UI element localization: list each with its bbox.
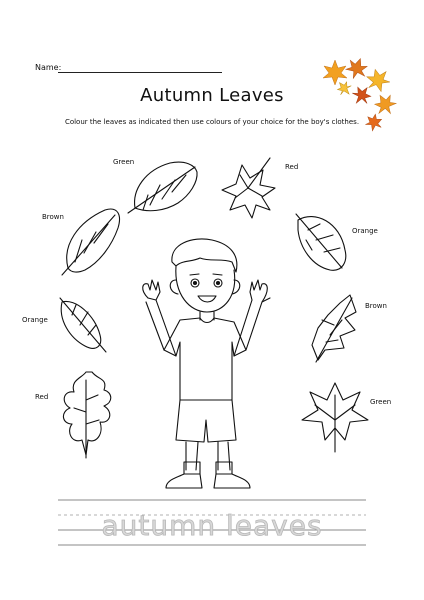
leaf-right-middle-icon: [312, 295, 356, 362]
boy-illustration: [143, 239, 270, 488]
tracing-text: autumn leaves: [101, 509, 323, 542]
leaf-right-upper-icon: [296, 214, 346, 270]
label-right-lower-leaf: Green: [370, 398, 392, 406]
leaf-top-right-icon: [222, 158, 275, 218]
label-left-lower-leaf: Red: [35, 393, 49, 401]
leaf-left-lower-icon: [63, 372, 110, 458]
label-top-right-leaf: Red: [285, 163, 299, 171]
leaf-right-lower-icon: [302, 383, 368, 452]
name-label: Name:: [35, 63, 62, 72]
page-title: Autumn Leaves: [140, 85, 284, 106]
label-right-middle-leaf: Brown: [365, 302, 387, 310]
leaf-left-upper-icon: [62, 209, 119, 275]
label-left-middle-leaf: Orange: [22, 316, 48, 324]
label-top-left-leaf: Green: [113, 158, 135, 166]
label-left-upper-leaf: Brown: [42, 213, 64, 221]
leaf-left-middle-icon: [60, 298, 106, 352]
name-field[interactable]: [58, 72, 222, 73]
leaf-top-left-icon: [128, 162, 197, 213]
label-right-upper-leaf: Orange: [352, 227, 378, 235]
instructions-text: Colour the leaves as indicated then use colours of your choice for the boy's clothes.: [64, 118, 360, 126]
